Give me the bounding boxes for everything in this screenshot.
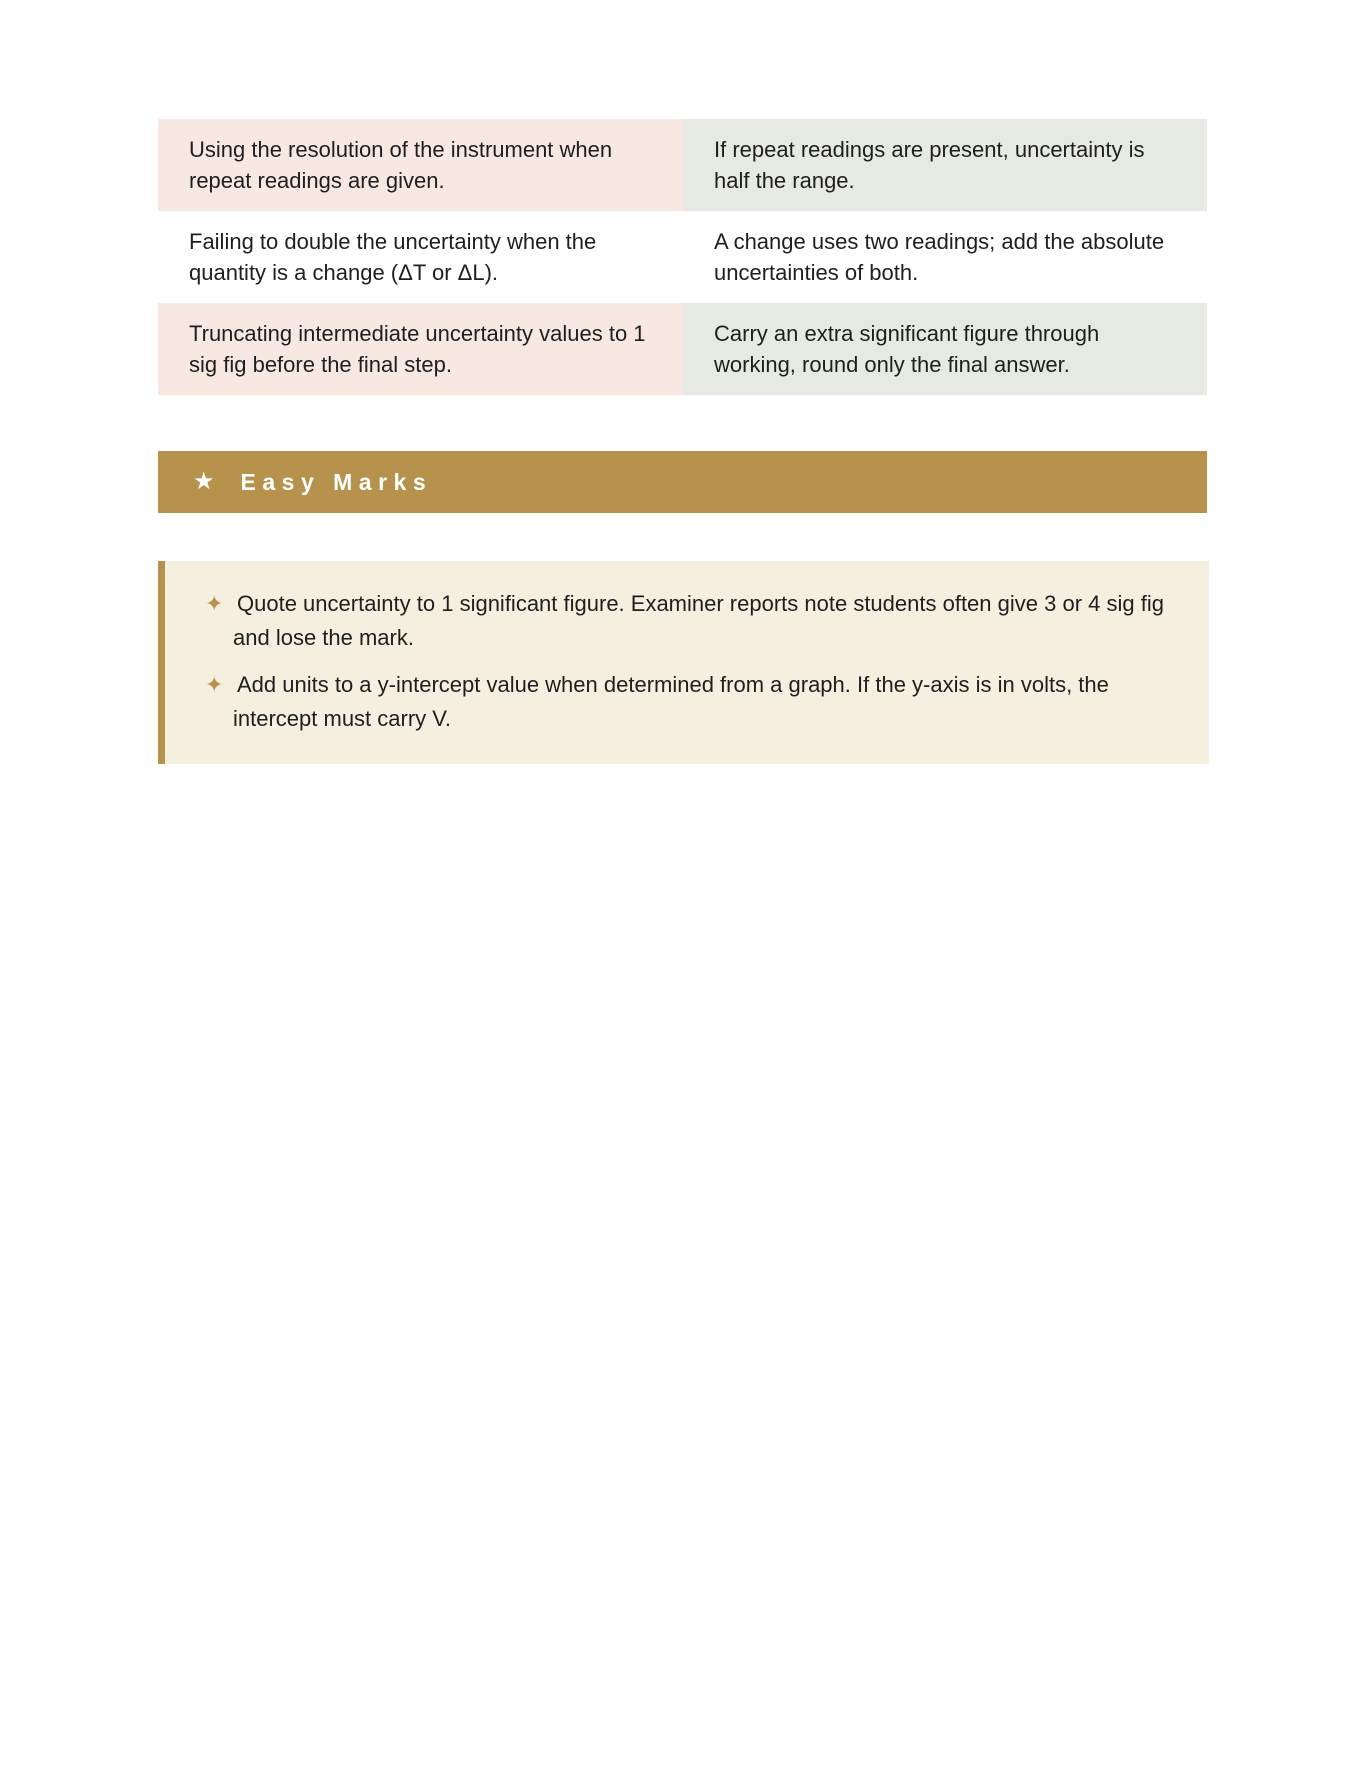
- mistakes-table: [158, 119, 1207, 395]
- easy-marks-box: [158, 561, 1209, 764]
- list-item: [205, 587, 1169, 655]
- fix-cell: Carry an extra significant figure through working, round only the final answer.: [683, 303, 1207, 395]
- mistake-cell: Using the resolution of the instrument when repeat readings are given.: [158, 119, 683, 211]
- tips-list: [205, 587, 1169, 736]
- table-row: [158, 303, 1207, 395]
- sparkle-icon: ✦: [205, 672, 224, 697]
- table-row: [158, 211, 1207, 303]
- mistake-cell: Truncating intermediate uncertainty values to 1 sig fig before the final step.: [158, 303, 683, 395]
- star-icon: ★: [193, 468, 215, 495]
- mistake-cell: Failing to double the uncertainty when the quantity is a change (ΔT or ΔL).: [158, 211, 683, 303]
- list-item: [205, 668, 1169, 736]
- tip-text: Quote uncertainty to 1 significant figure. Examiner reports note students often give 3 or 4 sig fig and lose the mark.: [233, 591, 1164, 650]
- table-row: [158, 119, 1207, 211]
- fix-cell: A change uses two readings; add the absolute uncertainties of both.: [683, 211, 1207, 303]
- tip-text: Add units to a y-intercept value when determined from a graph. If the y-axis is in volts, the intercept must carry V.: [233, 672, 1109, 731]
- fix-cell: If repeat readings are present, uncertainty is half the range.: [683, 119, 1207, 211]
- easy-marks-header: [158, 451, 1207, 513]
- sparkle-icon: ✦: [205, 591, 224, 616]
- section-title: Easy Marks: [240, 468, 433, 495]
